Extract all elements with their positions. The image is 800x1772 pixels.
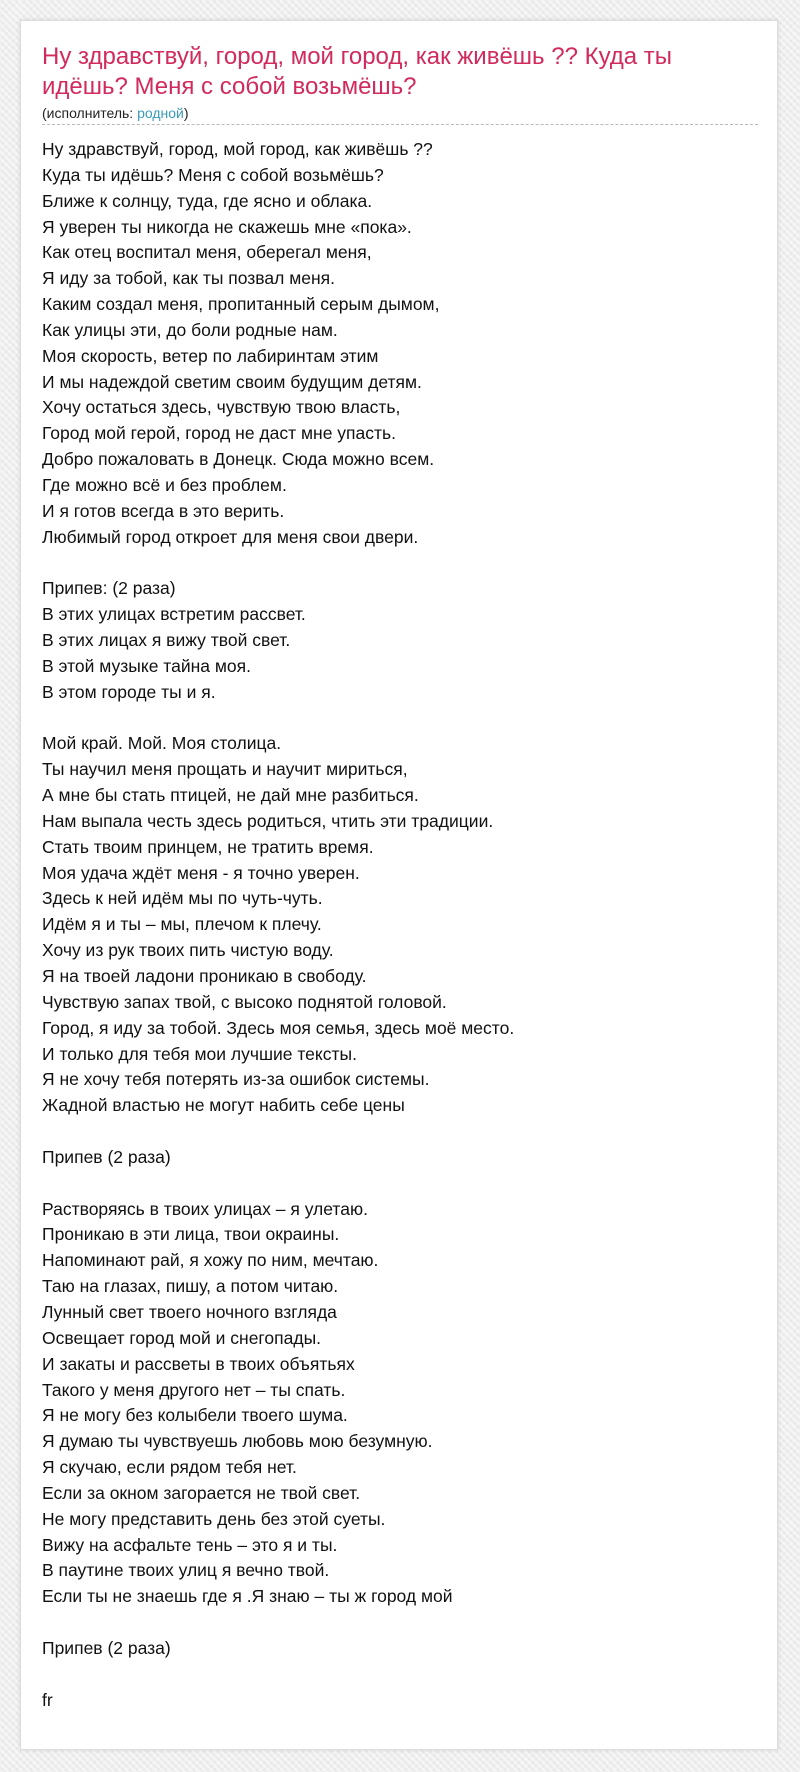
blank-line (42, 1171, 758, 1197)
lyric-line: Моя удача ждёт меня - я точно уверен. (42, 862, 360, 883)
lyric-line: В этой музыке тайна моя. (42, 655, 251, 676)
lyric-line: Хочу из рук твоих пить чистую воду. (42, 940, 334, 961)
lyric-line: В паутине твоих улиц я вечно твой. (42, 1560, 330, 1581)
lyric-line: Я иду за тобой, как ты позвал меня. (42, 268, 335, 289)
lyric-line: Припев (2 раза) (42, 1637, 171, 1658)
lyric-line: Я думаю ты чувствуешь любовь мою безумную. (42, 1431, 433, 1452)
lyric-line: И закаты и рассветы в твоих объятьях (42, 1353, 355, 1374)
lyric-line: Хочу остаться здесь, чувствую твою власть, (42, 397, 401, 418)
lyric-line: Я на твоей ладони проникаю в свободу. (42, 966, 367, 986)
lyric-line: Добро пожаловать в Донецк. Сюда можно всем. (42, 449, 435, 470)
lyric-line: И мы надеждой светим своим будущим детям. (42, 371, 422, 392)
lyric-line: Такого у меня другого нет – ты спать. (42, 1379, 346, 1400)
lyric-line: А мне бы стать птицей, не дай мне разбиться. (42, 785, 419, 806)
lyric-line: fr (42, 1689, 53, 1710)
lyric-line: Вижу на асфальте тень – это я и ты. (42, 1534, 338, 1555)
lyric-line: Если за окном загорается не твой свет. (42, 1482, 361, 1503)
lyric-line: Где можно всё и без проблем. (42, 474, 287, 495)
lyric-line: Идём я и ты – мы, плечом к плечу. (42, 914, 322, 935)
lyric-line: Каким создал меня, пропитанный серым дымом, (42, 294, 440, 315)
lyric-line: Таю на глазах, пишу, а потом читаю. (42, 1276, 339, 1297)
lyric-line: И я готов всегда в это верить. (42, 500, 285, 521)
lyric-line: И только для тебя мои лучшие тексты. (42, 1043, 357, 1064)
lyric-line: Припев (2 раза) (42, 1146, 171, 1167)
lyric-line: Я не хочу тебя потерять из-за ошибок системы. (42, 1069, 430, 1090)
lyric-line: Если ты не знаешь где я .Я знаю – ты ж город мой (42, 1586, 453, 1607)
artist-link[interactable]: родной (137, 105, 184, 121)
blank-line (42, 1662, 758, 1688)
lyric-line: В этих улицах встретим рассвет. (42, 604, 306, 625)
lyric-line: В этих лицах я вижу твой свет. (42, 630, 291, 651)
lyric-line: Моя скорость, ветер по лабиринтам этим (42, 345, 379, 366)
lyric-line: Куда ты идёшь? Меня с собой возьмёшь? (42, 164, 384, 185)
lyric-line: Нам выпала честь здесь родиться, чтить эти традиции. (42, 810, 494, 831)
lyrics-card (20, 20, 778, 1750)
lyric-line: Лунный свет твоего ночного взгляда (42, 1301, 337, 1322)
lyric-line: Чувствую запах твой, с высоко поднятой головой. (42, 991, 447, 1012)
lyric-line: Город мой герой, город не даст мне упасть. (42, 423, 396, 444)
lyric-line: Растворяясь в твоих улицах – я улетаю. (42, 1198, 368, 1219)
lyric-line: Ближе к солнцу, туда, где ясно и облака. (42, 190, 373, 211)
artist-suffix: ) (183, 105, 189, 121)
lyric-line: Я уверен ты никогда не скажешь мне «пока». (42, 216, 412, 237)
song-title: Ну здравствуй, город, мой город, как живёшь ?? Куда ты идёшь? Меня с собой возьмёшь? (42, 43, 673, 100)
lyrics-text (42, 137, 758, 1713)
lyric-line: Ты научил меня прощать и научит мириться, (42, 759, 408, 780)
blank-line (42, 1119, 758, 1145)
blank-line (42, 706, 758, 732)
lyric-line: Мой край. Мой. Моя столица. (42, 733, 282, 754)
artist-prefix: (исполнитель: (42, 105, 138, 121)
lyric-line: Проникаю в эти лица, твои окраины. (42, 1224, 340, 1245)
lyric-line: Жадной властью не могут набить себе цены (42, 1095, 405, 1116)
dashed-divider (42, 124, 758, 125)
blank-line (42, 1610, 758, 1636)
lyric-line: Я не могу без колыбели твоего шума. (42, 1405, 348, 1426)
lyric-line: Я скучаю, если рядом тебя нет. (42, 1457, 297, 1478)
lyric-line: Как отец воспитал меня, оберегал меня, (42, 242, 372, 263)
lyric-line: Как улицы эти, до боли родные нам. (42, 319, 338, 340)
lyric-line: Стать твоим принцем, не тратить время. (42, 836, 374, 857)
lyric-line: Не могу представить день без этой суеты. (42, 1508, 386, 1529)
lyric-line: Любимый город откроет для меня свои двери. (42, 526, 419, 547)
artist-line (42, 104, 189, 122)
lyric-line: Здесь к ней идём мы по чуть-чуть. (42, 888, 323, 909)
lyric-line: Освещает город мой и снегопады. (42, 1327, 322, 1348)
lyric-line: Ну здравствуй, город, мой город, как живёшь ?? (42, 139, 433, 159)
lyric-line: Припев: (2 раза) (42, 578, 176, 599)
lyric-line: В этом городе ты и я. (42, 681, 216, 702)
lyric-line: Напоминают рай, я хожу по ним, мечтаю. (42, 1250, 379, 1271)
blank-line (42, 551, 758, 577)
lyric-line: Город, я иду за тобой. Здесь моя семья, здесь моё место. (42, 1017, 515, 1038)
